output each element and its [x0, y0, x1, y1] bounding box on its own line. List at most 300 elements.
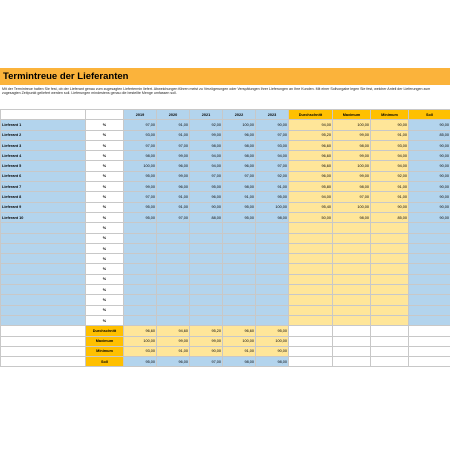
- stat-cell[interactable]: [289, 295, 333, 305]
- summary-value[interactable]: 96,60: [124, 326, 157, 336]
- stat-cell[interactable]: [289, 315, 333, 325]
- stat-cell[interactable]: [333, 223, 371, 233]
- unit-cell[interactable]: %: [86, 264, 124, 274]
- unit-cell[interactable]: %: [86, 305, 124, 315]
- year-value-cell[interactable]: [256, 264, 289, 274]
- year-value-cell[interactable]: [190, 315, 223, 325]
- table-row: [1, 161, 450, 171]
- minimum-cell[interactable]: 93,00: [371, 140, 409, 150]
- empty-row: [1, 243, 450, 253]
- blank-cell: [371, 336, 409, 346]
- year-value-cell[interactable]: [256, 223, 289, 233]
- supplier-name-empty[interactable]: [1, 223, 86, 233]
- stat-cell[interactable]: [333, 315, 371, 325]
- durchschnitt-cell[interactable]: 95,20: [289, 130, 333, 140]
- year-value-cell[interactable]: 97,00: [256, 161, 289, 171]
- year-value-cell[interactable]: [124, 243, 157, 253]
- soll-cell[interactable]: [409, 305, 450, 315]
- year-value-cell[interactable]: 96,00: [157, 161, 190, 171]
- stat-cell[interactable]: [333, 285, 371, 295]
- year-value-cell[interactable]: 98,00: [190, 140, 223, 150]
- soll-cell[interactable]: 90,00: [409, 202, 450, 212]
- supplier-name[interactable]: Lieferant 8: [1, 192, 86, 202]
- table-row: [1, 202, 450, 212]
- year-value-cell[interactable]: 98,00: [223, 182, 256, 192]
- year-value-cell[interactable]: [157, 254, 190, 264]
- durchschnitt-cell[interactable]: 96,60: [289, 140, 333, 150]
- minimum-cell[interactable]: 85,00: [371, 212, 409, 222]
- year-value-cell[interactable]: [256, 254, 289, 264]
- empty-row: [1, 315, 450, 325]
- year-value-cell[interactable]: 96,00: [223, 130, 256, 140]
- year-value-cell[interactable]: 99,00: [157, 171, 190, 181]
- summary-value[interactable]: 95,00: [124, 357, 157, 367]
- soll-cell[interactable]: 90,00: [409, 182, 450, 192]
- summary-label[interactable]: Maximum: [86, 336, 124, 346]
- stat-cell[interactable]: [333, 264, 371, 274]
- year-value-cell[interactable]: [223, 274, 256, 284]
- year-value-cell[interactable]: [223, 223, 256, 233]
- supplier-name-empty[interactable]: [1, 264, 86, 274]
- empty-row: [1, 295, 450, 305]
- supplier-name[interactable]: Lieferant 10: [1, 212, 86, 222]
- soll-cell[interactable]: 90,00: [409, 140, 450, 150]
- blank-cell: [1, 326, 86, 336]
- stat-cell[interactable]: [371, 264, 409, 274]
- header-year[interactable]: 2019: [124, 110, 157, 120]
- summary-value[interactable]: 97,00: [190, 357, 223, 367]
- year-value-cell[interactable]: 95,00: [256, 192, 289, 202]
- unit-cell[interactable]: %: [86, 254, 124, 264]
- stat-cell[interactable]: [289, 233, 333, 243]
- maximum-cell[interactable]: 98,00: [333, 212, 371, 222]
- soll-cell[interactable]: [409, 254, 450, 264]
- soll-cell[interactable]: [409, 243, 450, 253]
- summary-value[interactable]: 98,00: [256, 357, 289, 367]
- stat-cell[interactable]: [371, 305, 409, 315]
- unit-cell[interactable]: %: [86, 212, 124, 222]
- year-value-cell[interactable]: [124, 295, 157, 305]
- soll-cell[interactable]: [409, 315, 450, 325]
- year-value-cell[interactable]: [190, 254, 223, 264]
- sheet-title: Termintreue der Lieferanten: [0, 68, 450, 85]
- year-value-cell[interactable]: [157, 274, 190, 284]
- stat-cell[interactable]: [289, 264, 333, 274]
- unit-cell[interactable]: %: [86, 192, 124, 202]
- year-value-cell[interactable]: 96,00: [190, 192, 223, 202]
- summary-value[interactable]: 96,00: [157, 357, 190, 367]
- year-value-cell[interactable]: 99,00: [124, 182, 157, 192]
- supplier-name[interactable]: Lieferant 3: [1, 140, 86, 150]
- year-value-cell[interactable]: 97,00: [256, 130, 289, 140]
- minimum-cell[interactable]: 94,00: [371, 151, 409, 161]
- stat-cell[interactable]: [333, 233, 371, 243]
- year-value-cell[interactable]: [124, 264, 157, 274]
- year-value-cell[interactable]: [223, 254, 256, 264]
- durchschnitt-cell[interactable]: 96,60: [289, 151, 333, 161]
- year-value-cell[interactable]: [190, 295, 223, 305]
- year-value-cell[interactable]: 98,00: [124, 151, 157, 161]
- unit-cell[interactable]: %: [86, 243, 124, 253]
- year-value-cell[interactable]: [256, 243, 289, 253]
- empty-row: [1, 233, 450, 243]
- year-value-cell[interactable]: 94,00: [190, 151, 223, 161]
- year-value-cell[interactable]: 100,00: [124, 161, 157, 171]
- year-value-cell[interactable]: 99,00: [190, 130, 223, 140]
- year-value-cell[interactable]: [157, 264, 190, 274]
- year-value-cell[interactable]: 96,00: [223, 161, 256, 171]
- year-value-cell[interactable]: 90,00: [190, 202, 223, 212]
- table-row: [1, 192, 450, 202]
- unit-cell[interactable]: %: [86, 171, 124, 181]
- year-value-cell[interactable]: [157, 305, 190, 315]
- stat-cell[interactable]: [289, 285, 333, 295]
- year-value-cell[interactable]: 95,00: [223, 202, 256, 212]
- maximum-cell[interactable]: 98,00: [333, 140, 371, 150]
- blank-cell: [333, 346, 371, 356]
- year-value-cell[interactable]: [223, 243, 256, 253]
- durchschnitt-cell[interactable]: 94,00: [289, 192, 333, 202]
- year-value-cell[interactable]: [124, 223, 157, 233]
- year-value-cell[interactable]: 95,00: [124, 212, 157, 222]
- summary-value[interactable]: 100,00: [256, 336, 289, 346]
- summary-value[interactable]: 91,00: [223, 346, 256, 356]
- header-blank: [1, 110, 86, 120]
- stat-cell[interactable]: [371, 223, 409, 233]
- supplier-name[interactable]: Lieferant 6: [1, 171, 86, 181]
- year-value-cell[interactable]: [190, 233, 223, 243]
- stat-cell[interactable]: [289, 274, 333, 284]
- year-value-cell[interactable]: 98,00: [256, 212, 289, 222]
- supplier-name-empty[interactable]: [1, 274, 86, 284]
- summary-value[interactable]: 96,60: [223, 326, 256, 336]
- table-row: [1, 182, 450, 192]
- year-value-cell[interactable]: [223, 315, 256, 325]
- year-value-cell[interactable]: [223, 295, 256, 305]
- year-value-cell[interactable]: [256, 285, 289, 295]
- unit-cell[interactable]: %: [86, 140, 124, 150]
- header-row: [1, 110, 450, 120]
- unit-cell[interactable]: %: [86, 202, 124, 212]
- summary-value[interactable]: 90,00: [190, 346, 223, 356]
- year-value-cell[interactable]: [190, 285, 223, 295]
- year-value-cell[interactable]: [256, 274, 289, 284]
- soll-cell[interactable]: [409, 274, 450, 284]
- stat-cell[interactable]: [333, 274, 371, 284]
- year-value-cell[interactable]: 91,00: [223, 192, 256, 202]
- supplier-name-empty[interactable]: [1, 305, 86, 315]
- blank-cell: [371, 357, 409, 367]
- supplier-table: [0, 109, 450, 367]
- maximum-cell[interactable]: 100,00: [333, 161, 371, 171]
- maximum-cell[interactable]: 97,00: [333, 192, 371, 202]
- year-value-cell[interactable]: [223, 285, 256, 295]
- year-value-cell[interactable]: 90,00: [256, 120, 289, 130]
- durchschnitt-cell[interactable]: 95,80: [289, 182, 333, 192]
- unit-cell[interactable]: %: [86, 233, 124, 243]
- summary-row: [1, 357, 450, 367]
- year-value-cell[interactable]: [157, 285, 190, 295]
- summary-value[interactable]: 93,00: [124, 346, 157, 356]
- year-value-cell[interactable]: 94,00: [190, 161, 223, 171]
- summary-value[interactable]: 100,00: [223, 336, 256, 346]
- year-value-cell[interactable]: 94,00: [256, 151, 289, 161]
- supplier-name[interactable]: Lieferant 5: [1, 161, 86, 171]
- year-value-cell[interactable]: [223, 305, 256, 315]
- stat-cell[interactable]: [289, 223, 333, 233]
- year-value-cell[interactable]: [256, 233, 289, 243]
- maximum-cell[interactable]: 100,00: [333, 120, 371, 130]
- blank-cell: [289, 346, 333, 356]
- stat-cell[interactable]: [333, 243, 371, 253]
- soll-cell[interactable]: [409, 264, 450, 274]
- blank-cell: [289, 326, 333, 336]
- summary-value[interactable]: 100,00: [124, 336, 157, 346]
- blank-cell: [333, 336, 371, 346]
- year-value-cell[interactable]: [157, 315, 190, 325]
- soll-cell[interactable]: 90,00: [409, 120, 450, 130]
- year-value-cell[interactable]: [157, 223, 190, 233]
- summary-label[interactable]: Minimum: [86, 346, 124, 356]
- year-value-cell[interactable]: [256, 315, 289, 325]
- year-value-cell[interactable]: [124, 233, 157, 243]
- year-value-cell[interactable]: 91,00: [256, 182, 289, 192]
- durchschnitt-cell[interactable]: 95,40: [289, 202, 333, 212]
- empty-row: [1, 305, 450, 315]
- table-row: [1, 212, 450, 222]
- summary-value[interactable]: 94,60: [157, 326, 190, 336]
- table-row: [1, 151, 450, 161]
- year-value-cell[interactable]: 92,00: [190, 120, 223, 130]
- unit-cell[interactable]: %: [86, 315, 124, 325]
- empty-row: [1, 264, 450, 274]
- sheet-description: Mit der Termintreue halten Sie fest, ob der Lieferant genau zum zugesagten Liefertermin liefert. Abweichungen führen meist zu Verzögerungen oder Verspätungen Ihrer Lieferungen an Ihre Kunden. Mit einer Sollvorgabe legen Sie fest, welcher Anteil der Lieferungen zum zugesagten Zeitpunkt geliefert werden soll. Lieferungen mindestens genau die bestellte Menge umfassen soll.: [2, 87, 431, 96]
- header-blank: [86, 110, 124, 120]
- supplier-name-empty[interactable]: [1, 233, 86, 243]
- blank-cell: [371, 326, 409, 336]
- stat-cell[interactable]: [371, 233, 409, 243]
- unit-cell[interactable]: %: [86, 130, 124, 140]
- table-row: [1, 171, 450, 181]
- year-value-cell[interactable]: 91,00: [157, 120, 190, 130]
- unit-cell[interactable]: %: [86, 151, 124, 161]
- soll-cell[interactable]: 85,00: [409, 130, 450, 140]
- year-value-cell[interactable]: [190, 243, 223, 253]
- year-value-cell[interactable]: 98,00: [223, 140, 256, 150]
- blank-cell: [409, 326, 450, 336]
- stat-cell[interactable]: [371, 274, 409, 284]
- unit-cell[interactable]: %: [86, 161, 124, 171]
- durchschnitt-cell[interactable]: 96,00: [289, 171, 333, 181]
- stat-cell[interactable]: [289, 305, 333, 315]
- year-value-cell[interactable]: [124, 274, 157, 284]
- year-value-cell[interactable]: [256, 305, 289, 315]
- year-value-cell[interactable]: 95,00: [190, 182, 223, 192]
- minimum-cell[interactable]: 91,00: [371, 192, 409, 202]
- year-value-cell[interactable]: 95,00: [124, 202, 157, 212]
- year-value-cell[interactable]: 97,00: [157, 140, 190, 150]
- year-value-cell[interactable]: [124, 305, 157, 315]
- stat-cell[interactable]: [289, 254, 333, 264]
- year-value-cell[interactable]: 100,00: [256, 202, 289, 212]
- minimum-cell[interactable]: 92,00: [371, 171, 409, 181]
- summary-label[interactable]: Durchschnitt: [86, 326, 124, 336]
- blank-cell: [333, 357, 371, 367]
- year-value-cell[interactable]: 99,00: [157, 151, 190, 161]
- table-row: [1, 140, 450, 150]
- year-value-cell[interactable]: 97,00: [124, 120, 157, 130]
- stat-cell[interactable]: [289, 243, 333, 253]
- maximum-cell[interactable]: 100,00: [333, 202, 371, 212]
- year-value-cell[interactable]: 95,00: [223, 212, 256, 222]
- blank-cell: [1, 346, 86, 356]
- stat-cell[interactable]: [333, 305, 371, 315]
- year-value-cell[interactable]: 91,00: [157, 192, 190, 202]
- year-value-cell[interactable]: 95,00: [124, 171, 157, 181]
- blank-cell: [289, 336, 333, 346]
- maximum-cell[interactable]: 99,00: [333, 171, 371, 181]
- minimum-cell[interactable]: 90,00: [371, 202, 409, 212]
- supplier-name[interactable]: Lieferant 2: [1, 130, 86, 140]
- blank-cell: [371, 346, 409, 356]
- supplier-name[interactable]: Lieferant 1: [1, 120, 86, 130]
- minimum-cell[interactable]: 91,00: [371, 130, 409, 140]
- year-value-cell[interactable]: 97,00: [124, 192, 157, 202]
- year-value-cell[interactable]: [190, 223, 223, 233]
- minimum-cell[interactable]: 91,00: [371, 182, 409, 192]
- spreadsheet: [0, 68, 450, 380]
- stat-cell[interactable]: [371, 243, 409, 253]
- supplier-name[interactable]: Lieferant 7: [1, 182, 86, 192]
- soll-cell[interactable]: 90,00: [409, 151, 450, 161]
- empty-row: [1, 274, 450, 284]
- soll-cell[interactable]: [409, 233, 450, 243]
- supplier-name[interactable]: Lieferant 4: [1, 151, 86, 161]
- summary-value[interactable]: 99,00: [157, 336, 190, 346]
- maximum-cell[interactable]: 99,00: [333, 151, 371, 161]
- soll-cell[interactable]: 90,00: [409, 171, 450, 181]
- header-minimum[interactable]: Minimum: [371, 110, 409, 120]
- supplier-name-empty[interactable]: [1, 254, 86, 264]
- unit-cell[interactable]: %: [86, 274, 124, 284]
- table-row: [1, 120, 450, 130]
- blank-cell: [289, 357, 333, 367]
- year-value-cell[interactable]: 96,00: [157, 182, 190, 192]
- summary-label[interactable]: Soll: [86, 357, 124, 367]
- year-value-cell[interactable]: [223, 233, 256, 243]
- header-year[interactable]: 2022: [223, 110, 256, 120]
- supplier-name-empty[interactable]: [1, 243, 86, 253]
- year-value-cell[interactable]: 97,00: [124, 140, 157, 150]
- summary-value[interactable]: 99,00: [190, 336, 223, 346]
- supplier-name[interactable]: Lieferant 9: [1, 202, 86, 212]
- year-value-cell[interactable]: 97,00: [190, 171, 223, 181]
- year-value-cell[interactable]: [157, 243, 190, 253]
- year-value-cell[interactable]: 91,00: [157, 202, 190, 212]
- unit-cell[interactable]: %: [86, 295, 124, 305]
- year-value-cell[interactable]: [190, 264, 223, 274]
- empty-row: [1, 254, 450, 264]
- year-value-cell[interactable]: 91,00: [157, 130, 190, 140]
- empty-row: [1, 285, 450, 295]
- supplier-name-empty[interactable]: [1, 285, 86, 295]
- year-value-cell[interactable]: 92,00: [256, 171, 289, 181]
- minimum-cell[interactable]: 90,00: [371, 120, 409, 130]
- header-soll[interactable]: Soll: [409, 110, 450, 120]
- year-value-cell[interactable]: [223, 264, 256, 274]
- summary-value[interactable]: 90,00: [256, 346, 289, 356]
- supplier-name-empty[interactable]: [1, 315, 86, 325]
- table-row: [1, 130, 450, 140]
- blank-cell: [409, 357, 450, 367]
- year-value-cell[interactable]: 97,00: [223, 171, 256, 181]
- year-value-cell[interactable]: 88,00: [190, 212, 223, 222]
- year-value-cell[interactable]: [190, 305, 223, 315]
- header-year[interactable]: 2021: [190, 110, 223, 120]
- summary-value[interactable]: 91,00: [157, 346, 190, 356]
- year-value-cell[interactable]: [190, 274, 223, 284]
- soll-cell[interactable]: 90,00: [409, 192, 450, 202]
- stat-cell[interactable]: [371, 285, 409, 295]
- soll-cell[interactable]: 90,00: [409, 161, 450, 171]
- empty-row: [1, 223, 450, 233]
- year-value-cell[interactable]: [124, 285, 157, 295]
- unit-cell[interactable]: %: [86, 182, 124, 192]
- stat-cell[interactable]: [371, 315, 409, 325]
- minimum-cell[interactable]: 94,00: [371, 161, 409, 171]
- soll-cell[interactable]: [409, 223, 450, 233]
- year-value-cell[interactable]: 98,00: [223, 151, 256, 161]
- maximum-cell[interactable]: 98,00: [333, 182, 371, 192]
- unit-cell[interactable]: %: [86, 223, 124, 233]
- summary-value[interactable]: 95,20: [190, 326, 223, 336]
- durchschnitt-cell[interactable]: 94,00: [289, 120, 333, 130]
- stat-cell[interactable]: [333, 254, 371, 264]
- soll-cell[interactable]: 90,00: [409, 212, 450, 222]
- summary-row: [1, 346, 450, 356]
- header-durchschnitt[interactable]: Durchschnitt: [289, 110, 333, 120]
- year-value-cell[interactable]: [157, 295, 190, 305]
- header-year[interactable]: 2023: [256, 110, 289, 120]
- unit-cell[interactable]: %: [86, 120, 124, 130]
- year-value-cell[interactable]: 97,00: [157, 212, 190, 222]
- maximum-cell[interactable]: 99,00: [333, 130, 371, 140]
- blank-cell: [1, 336, 86, 346]
- summary-row: [1, 326, 450, 336]
- year-value-cell[interactable]: [256, 295, 289, 305]
- stat-cell[interactable]: [333, 295, 371, 305]
- stat-cell[interactable]: [371, 254, 409, 264]
- header-year[interactable]: 2020: [157, 110, 190, 120]
- summary-row: [1, 336, 450, 346]
- stat-cell[interactable]: [371, 295, 409, 305]
- summary-value[interactable]: 95,00: [256, 326, 289, 336]
- soll-cell[interactable]: [409, 295, 450, 305]
- year-value-cell[interactable]: [124, 315, 157, 325]
- supplier-name-empty[interactable]: [1, 295, 86, 305]
- summary-value[interactable]: 98,00: [223, 357, 256, 367]
- durchschnitt-cell[interactable]: 96,60: [289, 161, 333, 171]
- year-value-cell[interactable]: [124, 254, 157, 264]
- durchschnitt-cell[interactable]: 50,00: [289, 212, 333, 222]
- header-maximum[interactable]: Maximum: [333, 110, 371, 120]
- year-value-cell[interactable]: 100,00: [223, 120, 256, 130]
- year-value-cell[interactable]: 93,00: [124, 130, 157, 140]
- year-value-cell[interactable]: [157, 233, 190, 243]
- unit-cell[interactable]: %: [86, 285, 124, 295]
- soll-cell[interactable]: [409, 285, 450, 295]
- year-value-cell[interactable]: 93,00: [256, 140, 289, 150]
